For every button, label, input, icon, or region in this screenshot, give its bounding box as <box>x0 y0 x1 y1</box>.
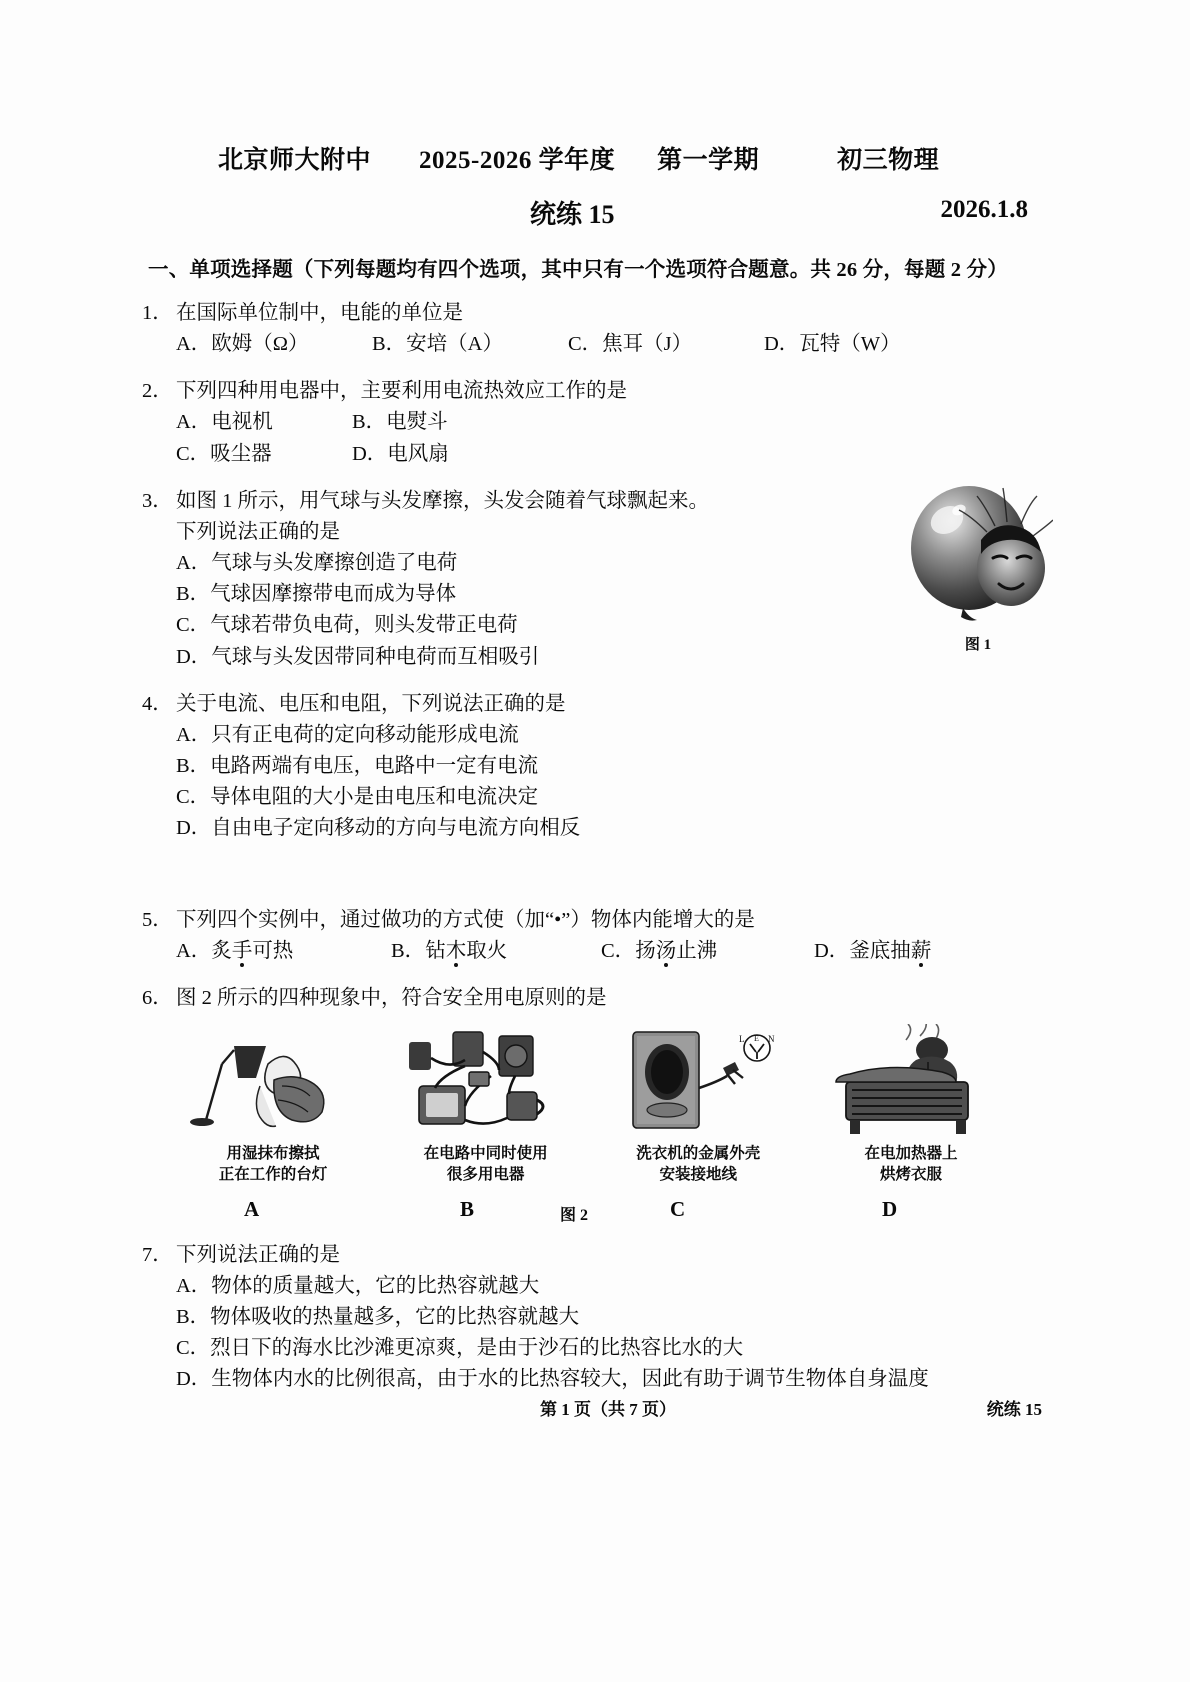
question-5 <box>140 905 1040 967</box>
option-d-pre: 釜底抽 <box>849 939 911 962</box>
option-a: A．物体的质量越大，它的比热容就越大 <box>176 1274 540 1297</box>
option-b <box>391 936 601 967</box>
question-number: 4． <box>142 692 173 715</box>
academic-year: 2025-2026 学年度 <box>419 147 616 174</box>
option-b-post: 取火 <box>466 939 508 962</box>
section-heading: 一、单项选择题（下列每题均有四个选项，其中只有一个选项符合题意。共 26 分，每题 2 分） <box>148 259 1008 281</box>
figure-2-cell-d <box>820 1024 1002 1186</box>
option-row <box>176 439 1040 470</box>
option-c: C．导体电阻的大小是由电压和电流决定 <box>176 786 539 809</box>
exam-date: 2026.1.8 <box>940 196 1028 223</box>
question-stem-line-2: 下列说法正确的是 <box>176 520 340 543</box>
option-a: A．气球与头发摩擦创造了电荷 <box>176 552 458 575</box>
option-c-label: C． <box>601 939 636 962</box>
figure-2 <box>140 1024 1040 1224</box>
caption-line-2: 安装接地线 <box>659 1165 738 1183</box>
exam-subheader <box>140 194 1040 230</box>
figure-1-caption: 图 1 <box>964 636 992 653</box>
figure-2-caption-c <box>607 1144 789 1186</box>
figure-2-letter-a: A <box>244 1196 260 1221</box>
option-c: C．吸尘器 <box>176 442 272 465</box>
figure-2-letter-b: B <box>460 1196 475 1221</box>
document-header <box>140 140 1040 176</box>
option-a-emphasis: 手 <box>231 939 253 962</box>
option-b: B．电路两端有电压，电路中一定有电流 <box>176 755 539 778</box>
question-number: 2． <box>142 380 173 403</box>
question-stem: 下列四个实例中，通过做功的方式使（加“•”）物体内能增大的是 <box>176 908 755 931</box>
overloaded-outlet-image <box>395 1024 577 1142</box>
question-4 <box>140 689 1040 845</box>
option-a-label: A． <box>176 939 212 962</box>
svg-text:N: N <box>768 1033 775 1044</box>
option-d: D．瓦特（W） <box>764 333 901 356</box>
option-d: D．气球与头发因带同种电荷而互相吸引 <box>176 645 540 668</box>
option-b-pre: 钻 <box>425 939 446 962</box>
question-number: 5． <box>142 908 173 931</box>
option-a <box>176 936 391 967</box>
question-7 <box>140 1240 1040 1396</box>
figure-2-cell-a <box>182 1024 364 1186</box>
option-c: C．焦耳（J） <box>568 333 693 356</box>
question-stem-line-1: 如图 1 所示，用气球与头发摩擦，头发会随着气球飘起来。 <box>176 489 709 512</box>
school-name: 北京师大附中 <box>218 147 372 174</box>
figure-2-cell-b <box>395 1024 577 1186</box>
figure-2-caption-d <box>820 1144 1002 1186</box>
option-b: B．物体吸收的热量越多，它的比热容就越大 <box>176 1306 580 1329</box>
option-row <box>176 407 1040 438</box>
balloon-static-electricity-image <box>903 480 1053 630</box>
caption-line-1: 在电加热器上 <box>864 1144 958 1162</box>
svg-text:E: E <box>754 1033 760 1043</box>
figure-2-letter-c: C <box>670 1196 686 1221</box>
option-d: D．自由电子定向移动的方向与电流方向相反 <box>176 817 581 840</box>
question-3 <box>140 486 1040 673</box>
question-stem: 在国际单位制中，电能的单位是 <box>176 302 463 324</box>
option-c-pre: 扬 <box>635 939 656 962</box>
option-a: A．欧姆（Ω） <box>176 333 309 356</box>
option-c: C．气球若带负电荷，则头发带正电荷 <box>176 614 518 637</box>
option-row <box>176 329 1040 360</box>
caption-line-1: 在电路中同时使用 <box>423 1144 548 1162</box>
question-2 <box>140 376 1040 469</box>
question-stem: 下列说法正确的是 <box>176 1243 340 1266</box>
option-b: B．安培（A） <box>372 333 503 356</box>
question-number: 1． <box>142 302 173 324</box>
option-d-label: D． <box>814 939 850 962</box>
option-a: A．电视机 <box>176 411 273 434</box>
option-row <box>176 936 1040 967</box>
page-number: 第 1 页（共 7 页） <box>540 1400 676 1419</box>
caption-line-1: 用湿抹布擦拭 <box>226 1144 320 1162</box>
caption-line-2: 很多用电器 <box>446 1165 525 1183</box>
caption-line-2: 正在工作的台灯 <box>218 1165 328 1183</box>
option-c-post: 止沸 <box>676 939 718 962</box>
question-stem: 下列四种用电器中，主要利用电流热效应工作的是 <box>176 380 627 403</box>
desk-lamp-wipe-image <box>182 1024 364 1142</box>
page-content <box>140 140 1040 1396</box>
option-b: B．电熨斗 <box>352 411 448 434</box>
option-a-post: 可热 <box>252 939 294 962</box>
figure-2-letter-d: D <box>882 1196 898 1221</box>
figure-1 <box>894 480 1062 657</box>
question-1 <box>140 298 1040 360</box>
option-a: A．只有正电荷的定向移动能形成电流 <box>176 723 519 746</box>
option-c: C．烈日下的海水比沙滩更凉爽，是由于沙石的比热容比水的大 <box>176 1337 744 1360</box>
option-c-emphasis: 汤 <box>655 939 677 962</box>
option-d: D．生物体内水的比例很高，由于水的比热容较大，因此有助于调节生物体自身温度 <box>176 1368 929 1391</box>
figure-2-caption-b <box>395 1144 577 1186</box>
svg-text:L: L <box>739 1033 745 1044</box>
question-number: 6． <box>142 986 173 1009</box>
question-stem: 图 2 所示的四种现象中，符合安全用电原则的是 <box>176 986 607 1009</box>
figure-2-letters <box>140 1190 1040 1224</box>
exam-name: 统练 15 <box>530 200 615 229</box>
option-d <box>814 936 931 967</box>
option-a-pre: 炙 <box>211 939 232 962</box>
option-b-emphasis: 木 <box>445 939 467 962</box>
option-b: B．气球因摩擦带电而成为导体 <box>176 583 457 606</box>
caption-line-2: 烘烤衣服 <box>879 1165 942 1183</box>
question-number: 7． <box>142 1243 173 1266</box>
question-6 <box>140 983 1040 1224</box>
question-number: 3． <box>142 489 173 512</box>
option-d: D．电风扇 <box>352 442 449 465</box>
option-c <box>601 936 814 967</box>
heater-drying-clothes-image <box>820 1024 1002 1142</box>
subject-name: 初三物理 <box>837 147 940 174</box>
footer-exam-name: 统练 15 <box>986 1400 1042 1419</box>
term-name: 第一学期 <box>657 147 760 174</box>
figure-2-cell-c <box>607 1024 789 1186</box>
vertical-gap <box>140 845 1040 889</box>
figure-2-row <box>140 1024 1040 1186</box>
option-d-emphasis: 薪 <box>910 939 932 962</box>
caption-line-1: 洗衣机的金属外壳 <box>636 1144 761 1162</box>
option-b-label: B． <box>391 939 426 962</box>
figure-2-caption-a <box>182 1144 364 1186</box>
question-stem: 关于电流、电压和电阻，下列说法正确的是 <box>176 692 566 715</box>
figure-2-caption-label: 图 2 <box>560 1206 589 1224</box>
washing-machine-image <box>607 1024 789 1142</box>
